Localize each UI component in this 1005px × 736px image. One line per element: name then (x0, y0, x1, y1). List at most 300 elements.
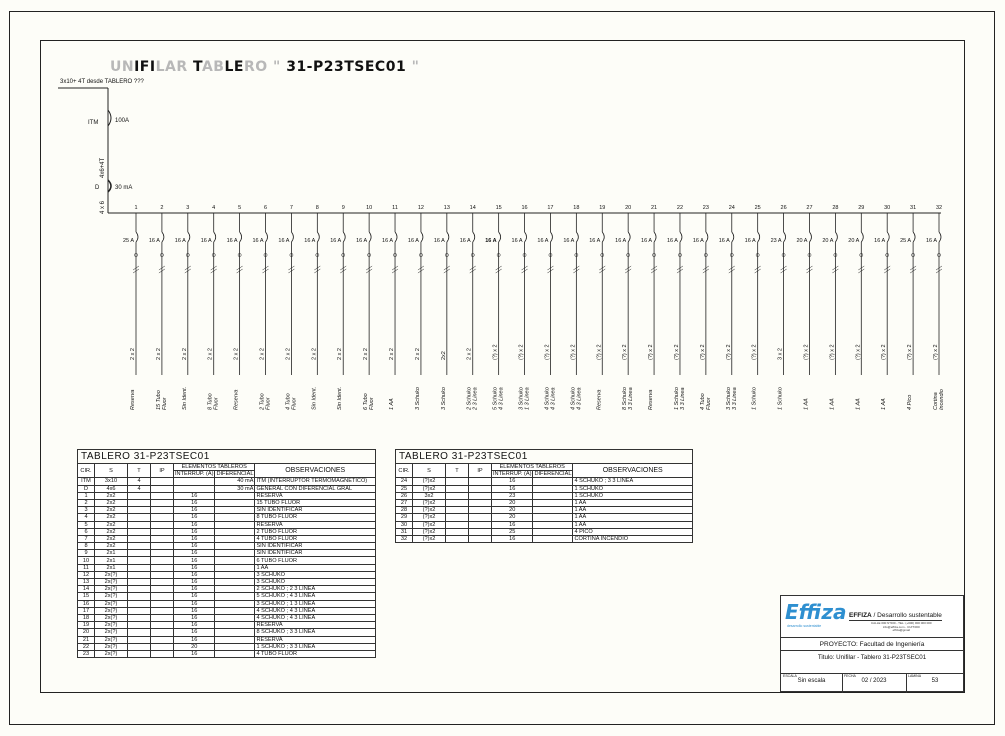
breaker-symbol (784, 232, 786, 242)
load-description: 1 AA (389, 398, 396, 410)
breaker-rating: 16 A (537, 238, 549, 244)
cell-ip (469, 521, 492, 528)
cell-interrup: 20 (492, 499, 533, 506)
cell-section: (?)x2 (413, 507, 446, 514)
cell-earth (128, 521, 151, 528)
breaker-rating: 20 A (848, 238, 860, 244)
breaker-rating: 16 A (356, 238, 368, 244)
cell-circuit: 30 (396, 521, 413, 528)
circuit-number: 12 (417, 205, 424, 211)
circuit-number: 5 (238, 205, 242, 211)
breaker-rating: 16 A (304, 238, 316, 244)
load-description: 2 Schuko (466, 387, 473, 410)
breaker-rating: 16 A (226, 238, 238, 244)
breaker-rating: 16 A (330, 238, 342, 244)
breaker-symbol (758, 232, 760, 242)
cell-diferencial (533, 528, 573, 535)
cable-section: 2 x 2 (337, 348, 344, 360)
load-description: 3 3 Linea (679, 387, 686, 410)
cell-circuit: 18 (78, 614, 95, 621)
cell-ip (151, 478, 174, 485)
cell-observation: SIN IDENTIFICAR (255, 550, 376, 557)
cell-circuit: 23 (78, 650, 95, 657)
company-address: CALLE 000 N°000 - TEL: (+000) 000 000 000 info@effiza.com - CUIT:000 effiza@gmail (871, 621, 932, 632)
cell-section: 2x(?) (95, 607, 128, 614)
cell-earth (128, 543, 151, 550)
cell-circuit: 26 (396, 492, 413, 499)
cell-circuit: D (78, 485, 95, 492)
breaker-symbol (680, 232, 682, 242)
cell-earth (446, 507, 469, 514)
breaker-rating: 25 A (900, 238, 912, 244)
cell-circuit: 6 (78, 528, 95, 535)
cable-section: 2 x 2 (181, 348, 188, 360)
cell-observation: 4 TUBO FLUOR (255, 535, 376, 542)
cell-observation: 4 TUBO FLUOR (255, 650, 376, 657)
cell-diferencial (215, 535, 255, 542)
cell-interrup: 16 (492, 485, 533, 492)
cell-section: 2x(?) (95, 614, 128, 621)
cell-interrup: 20 (492, 507, 533, 514)
cell-earth (128, 550, 151, 557)
cell-ip (151, 543, 174, 550)
cell-interrup (174, 485, 215, 492)
cell-observation: 1 SCHUKO ; 3 3 LINEA (255, 643, 376, 650)
scale-label: ESCALA (783, 674, 797, 678)
load-description: 3 Schuko (725, 387, 732, 410)
feeder-label: 3x10+ 4T desde TABLERO ??? (60, 79, 144, 85)
breaker-rating: 20 A (796, 238, 808, 244)
cell-earth (128, 636, 151, 643)
load-description: 3 Schuko (440, 387, 447, 410)
cell-circuit: 3 (78, 507, 95, 514)
itm-rating: 100A (115, 118, 130, 124)
cable-section: (?) x 2 (803, 344, 810, 360)
load-description: Reserva (130, 389, 136, 410)
load-description: 4 3 Linea (498, 387, 505, 410)
cell-observation: 1 AA (573, 507, 693, 514)
cell-section: 4x6 (95, 485, 128, 492)
load-description: 2 Tubo (259, 393, 266, 410)
cable-section: (?) x 2 (855, 344, 862, 360)
cell-interrup: 16 (174, 564, 215, 571)
cable-section: (?) x 2 (622, 344, 629, 360)
cell-observation: 2 TUBO FLUOR (255, 528, 376, 535)
cell-diferencial (533, 492, 573, 499)
cell-diferencial (215, 543, 255, 550)
circuit-number: 23 (702, 205, 709, 211)
cable-section: 3 x 2 (777, 348, 784, 360)
cell-earth (128, 622, 151, 629)
cell-diferencial: 40 mA (215, 478, 255, 485)
table-row (396, 521, 693, 528)
table-row (78, 528, 376, 535)
table-row (78, 492, 376, 499)
cell-section: 2x2 (95, 521, 128, 528)
cell-earth (128, 507, 151, 514)
cell-diferencial (215, 600, 255, 607)
circuit-number: 14 (469, 205, 476, 211)
circuit-number: 27 (806, 205, 813, 211)
cell-section: 3x2 (413, 492, 446, 499)
breaker-symbol (887, 232, 889, 242)
cell-section: 2x2 (95, 514, 128, 521)
circuit-number: 19 (599, 205, 606, 211)
cell-circuit: 7 (78, 535, 95, 542)
breaker-rating: 16 A (563, 238, 575, 244)
cell-interrup: 16 (174, 586, 215, 593)
cell-diferencial (215, 550, 255, 557)
cell-section: (?)x2 (413, 521, 446, 528)
load-description: 1 Schuko (777, 387, 784, 410)
cell-interrup: 16 (174, 607, 215, 614)
breaker-symbol (913, 232, 915, 242)
breaker-rating: 25 A (122, 238, 134, 244)
cable-section: 2 x 2 (259, 348, 266, 360)
load-description: 1 AA (803, 398, 810, 410)
cell-ip (151, 550, 174, 557)
breaker-rating: 16 A (174, 238, 186, 244)
effiza-logo: Effiza (785, 600, 847, 624)
cell-observation: CORTINA INCENDIO (573, 535, 693, 542)
table-row (396, 514, 693, 521)
load-description: 3 3 Linea (628, 387, 635, 410)
cell-circuit: 27 (396, 499, 413, 506)
circuit-number: 3 (186, 205, 190, 211)
cell-ip (469, 492, 492, 499)
load-description: Reserva (596, 389, 603, 410)
load-description: 4 Tubo (285, 393, 292, 410)
cell-circuit: ITM (78, 478, 95, 485)
cell-section: 2x1 (95, 564, 128, 571)
circuit-number: 26 (780, 205, 787, 211)
cell-diferencial (215, 579, 255, 586)
cable-section: 2 x 2 (389, 348, 396, 360)
load-description: Sin Ident. (311, 386, 318, 410)
cell-interrup: 16 (174, 543, 215, 550)
circuit-number: 13 (443, 205, 450, 211)
circuit-number: 32 (935, 205, 943, 211)
cell-earth (128, 499, 151, 506)
cell-section: 2x2 (95, 499, 128, 506)
breaker-symbol (162, 232, 164, 242)
breaker-symbol (550, 232, 552, 242)
cable-label: 4x6+4T (100, 157, 106, 178)
load-description: 1 Schuko (673, 387, 680, 410)
load-description: 3 3 Linea (731, 387, 738, 410)
breaker-symbol (576, 232, 578, 242)
table-row (78, 535, 376, 542)
table-row (78, 499, 376, 506)
cell-ip (151, 607, 174, 614)
col-diferencial: DIFERENCIAL (216, 471, 254, 478)
cell-circuit: 12 (78, 571, 95, 578)
cable-section: 2 x 2 (466, 348, 473, 360)
cell-diferencial (215, 507, 255, 514)
table-row (78, 485, 376, 492)
cell-interrup: 16 (174, 629, 215, 636)
cell-earth (446, 514, 469, 521)
cell-section: 3x10 (95, 478, 128, 485)
cable-section: 2 x 2 (155, 348, 162, 360)
load-description: 4 Schuko (570, 387, 577, 410)
cell-observation: ITM (INTERRUPTOR TERMOMAGNÉTICO) (255, 478, 376, 485)
cell-interrup: 16 (174, 579, 215, 586)
col-section: S (95, 464, 128, 478)
cell-section: 2x(?) (95, 600, 128, 607)
circuit-number: 28 (832, 205, 839, 211)
breaker-symbol (369, 232, 371, 242)
load-description: 4 3 Linea (576, 387, 583, 410)
cell-ip (151, 521, 174, 528)
breaker-rating: 16 A (278, 238, 290, 244)
itm-label: ITM (88, 120, 99, 126)
cell-observation: 1 AA (255, 564, 376, 571)
cell-ip (151, 600, 174, 607)
cell-ip (469, 507, 492, 514)
cell-observation: 1 SCHUKO (573, 485, 693, 492)
cell-ip (469, 535, 492, 542)
cell-earth (128, 593, 151, 600)
cell-ip (151, 557, 174, 564)
circuit-number: 10 (366, 205, 373, 211)
breaker-rating: 16 A (925, 238, 937, 244)
cell-observation: 4 SCHUKO ; 3 3 LINEA (573, 478, 693, 485)
cell-observation: 6 TUBO FLUOR (255, 557, 376, 564)
cell-diferencial (533, 535, 573, 542)
cell-circuit: 21 (78, 636, 95, 643)
load-description: 8 Schuko (622, 387, 629, 410)
breaker-symbol (136, 232, 138, 242)
col-elements: ELEMENTOS TABLEROS (492, 464, 573, 471)
load-description: 4 Schuko (544, 387, 551, 410)
cell-interrup: 16 (174, 593, 215, 600)
table-row (396, 528, 693, 535)
cell-ip (151, 622, 174, 629)
cell-circuit: 19 (78, 622, 95, 629)
circuit-number: 11 (392, 205, 398, 211)
cell-circuit: 14 (78, 586, 95, 593)
breaker-rating: 16 A (692, 238, 704, 244)
load-description: 4 3 Linea (550, 387, 557, 410)
cell-diferencial: 30 mA (215, 485, 255, 492)
cell-earth (128, 650, 151, 657)
load-description: Fluor (161, 397, 168, 410)
cell-earth (128, 564, 151, 571)
circuit-number: 21 (651, 205, 658, 211)
circuit-number: 8 (315, 205, 319, 211)
cable-section: (?) x 2 (596, 344, 603, 360)
cell-observation: 8 TUBO FLUOR (255, 514, 376, 521)
cable-section: 2 x 2 (285, 348, 292, 360)
circuit-number: 22 (676, 205, 684, 211)
cable-section: (?) x 2 (518, 344, 525, 360)
cell-ip (151, 636, 174, 643)
cell-ip (151, 564, 174, 571)
cell-interrup: 25 (492, 528, 533, 535)
table-row (78, 514, 376, 521)
breaker-symbol (602, 232, 604, 242)
cell-earth: 4 (128, 485, 151, 492)
cable-section: (?) x 2 (751, 344, 758, 360)
circuit-number: 4 (212, 205, 216, 211)
cell-interrup: 16 (174, 550, 215, 557)
cell-diferencial (215, 607, 255, 614)
cable-section: (?) x 2 (725, 344, 732, 360)
circuit-number: 2 (160, 205, 164, 211)
load-description: 1 3 Linea (524, 387, 531, 410)
cell-section: 2x(?) (95, 650, 128, 657)
cell-circuit: 4 (78, 514, 95, 521)
cell-ip (151, 499, 174, 506)
cell-earth (446, 499, 469, 506)
cell-circuit: 31 (396, 528, 413, 535)
cell-ip (151, 629, 174, 636)
load-description: 4 Pico (907, 394, 914, 410)
breaker-rating: 20 A (822, 238, 834, 244)
project-name: PROYECTO: Facultad de Ingeniería (781, 637, 963, 651)
cell-section: 2x(?) (95, 579, 128, 586)
load-description: 15 Tubo (155, 390, 162, 410)
breaker-rating: 16 A (148, 238, 160, 244)
cell-ip (151, 579, 174, 586)
circuit-number: 30 (884, 205, 891, 211)
cell-observation: RESERVA (255, 492, 376, 499)
breaker-symbol (732, 232, 734, 242)
cell-diferencial (533, 514, 573, 521)
cell-section: 2x2 (95, 507, 128, 514)
breaker-symbol (395, 232, 397, 242)
col-interrup: INTERRUP. (A) (493, 471, 532, 478)
breaker-symbol (473, 232, 475, 242)
cell-diferencial (215, 492, 255, 499)
cell-section: 2x(?) (95, 586, 128, 593)
load-description: 3 Schuko (518, 387, 525, 410)
cell-section: 2x(?) (95, 636, 128, 643)
table-row (396, 507, 693, 514)
cable-section: 2 x 2 (414, 348, 421, 360)
breaker-symbol (654, 232, 656, 242)
cell-earth (128, 514, 151, 521)
cell-earth (446, 478, 469, 485)
breaker-rating: 16 A (407, 238, 419, 244)
cell-diferencial (215, 636, 255, 643)
cell-observation: 4 SCHUKO ; 4 3 LINEA (255, 614, 376, 621)
col-observations: OBSERVACIONES (573, 464, 693, 478)
cell-interrup: 16 (174, 492, 215, 499)
cell-ip (151, 614, 174, 621)
table-row (78, 550, 376, 557)
cell-interrup: 16 (492, 535, 533, 542)
breaker-rating: 16 A (615, 238, 627, 244)
cell-section: (?)x2 (413, 485, 446, 492)
cell-earth (446, 521, 469, 528)
cell-ip (151, 593, 174, 600)
cell-ip (151, 586, 174, 593)
cell-earth (128, 571, 151, 578)
cell-ip (151, 514, 174, 521)
cell-observation: GENERAL CON DIFERENCIAL GRAL (255, 485, 376, 492)
table-row (396, 478, 693, 485)
table-row (78, 557, 376, 564)
cell-diferencial (533, 521, 573, 528)
cell-ip (151, 571, 174, 578)
cell-circuit: 2 (78, 499, 95, 506)
table-row (396, 535, 693, 542)
load-description: Fluor (369, 397, 376, 410)
table-row (78, 614, 376, 621)
cell-interrup: 16 (174, 528, 215, 535)
load-description: 5 Schuko (492, 387, 499, 410)
cell-ip (151, 528, 174, 535)
table-row (78, 478, 376, 485)
breaker-rating: 16 A (641, 238, 653, 244)
breaker-symbol (706, 232, 708, 242)
breaker-symbol (939, 232, 941, 242)
load-description: 1 AA (829, 398, 836, 410)
table-row (78, 507, 376, 514)
cell-section: 2x(?) (95, 571, 128, 578)
circuit-number: 1 (134, 205, 138, 211)
cell-observation: SIN IDENTIFICAR (255, 507, 376, 514)
cell-interrup: 16 (174, 571, 215, 578)
cell-earth (128, 492, 151, 499)
cell-section: 2x2 (95, 543, 128, 550)
cell-diferencial (215, 571, 255, 578)
cell-interrup (174, 478, 215, 485)
cell-ip (151, 535, 174, 542)
cell-circuit: 22 (78, 643, 95, 650)
cell-earth: 4 (128, 478, 151, 485)
cell-observation: 1 AA (573, 514, 693, 521)
cell-diferencial (215, 499, 255, 506)
circuit-number: 20 (625, 205, 632, 211)
cell-diferencial (215, 593, 255, 600)
panel-table-right-caption: TABLERO 31-P23TSEC01 (395, 449, 693, 463)
cable-section: 2x2 (440, 351, 447, 360)
breaker-rating: 16 A (433, 238, 445, 244)
cell-diferencial (533, 478, 573, 485)
circuit-number: 16 (521, 205, 528, 211)
load-description: Sin Ident. (337, 386, 344, 410)
col-ip: IP (151, 464, 174, 478)
cell-diferencial (215, 622, 255, 629)
cell-circuit: 32 (396, 535, 413, 542)
date-value: 02 / 2023 (861, 678, 887, 684)
cell-earth (128, 579, 151, 586)
load-description: 3 Schuko (414, 387, 421, 410)
cell-observation: 3 SCHUKO (255, 579, 376, 586)
cell-observation: RESERVA (255, 521, 376, 528)
cell-earth (128, 607, 151, 614)
cell-earth (446, 485, 469, 492)
table-row (78, 622, 376, 629)
breaker-rating: 16 A (874, 238, 886, 244)
cell-circuit: 8 (78, 543, 95, 550)
cell-interrup: 23 (492, 492, 533, 499)
cell-diferencial (215, 586, 255, 593)
col-diferencial: DIFERENCIAL (534, 471, 572, 478)
cell-observation: 3 SCHUKO ; 1 3 LINEA (255, 600, 376, 607)
breaker-symbol (317, 232, 319, 242)
cell-diferencial (215, 521, 255, 528)
cell-observation: 1 AA (573, 521, 693, 528)
cell-interrup: 16 (174, 535, 215, 542)
load-description: Sin Ident. (181, 386, 188, 410)
cell-interrup: 20 (174, 643, 215, 650)
breaker-rating: 16 A (511, 238, 523, 244)
drawing-title: Titulo: Unifilar - Tablero 31-P23TSEC01 (781, 650, 963, 664)
